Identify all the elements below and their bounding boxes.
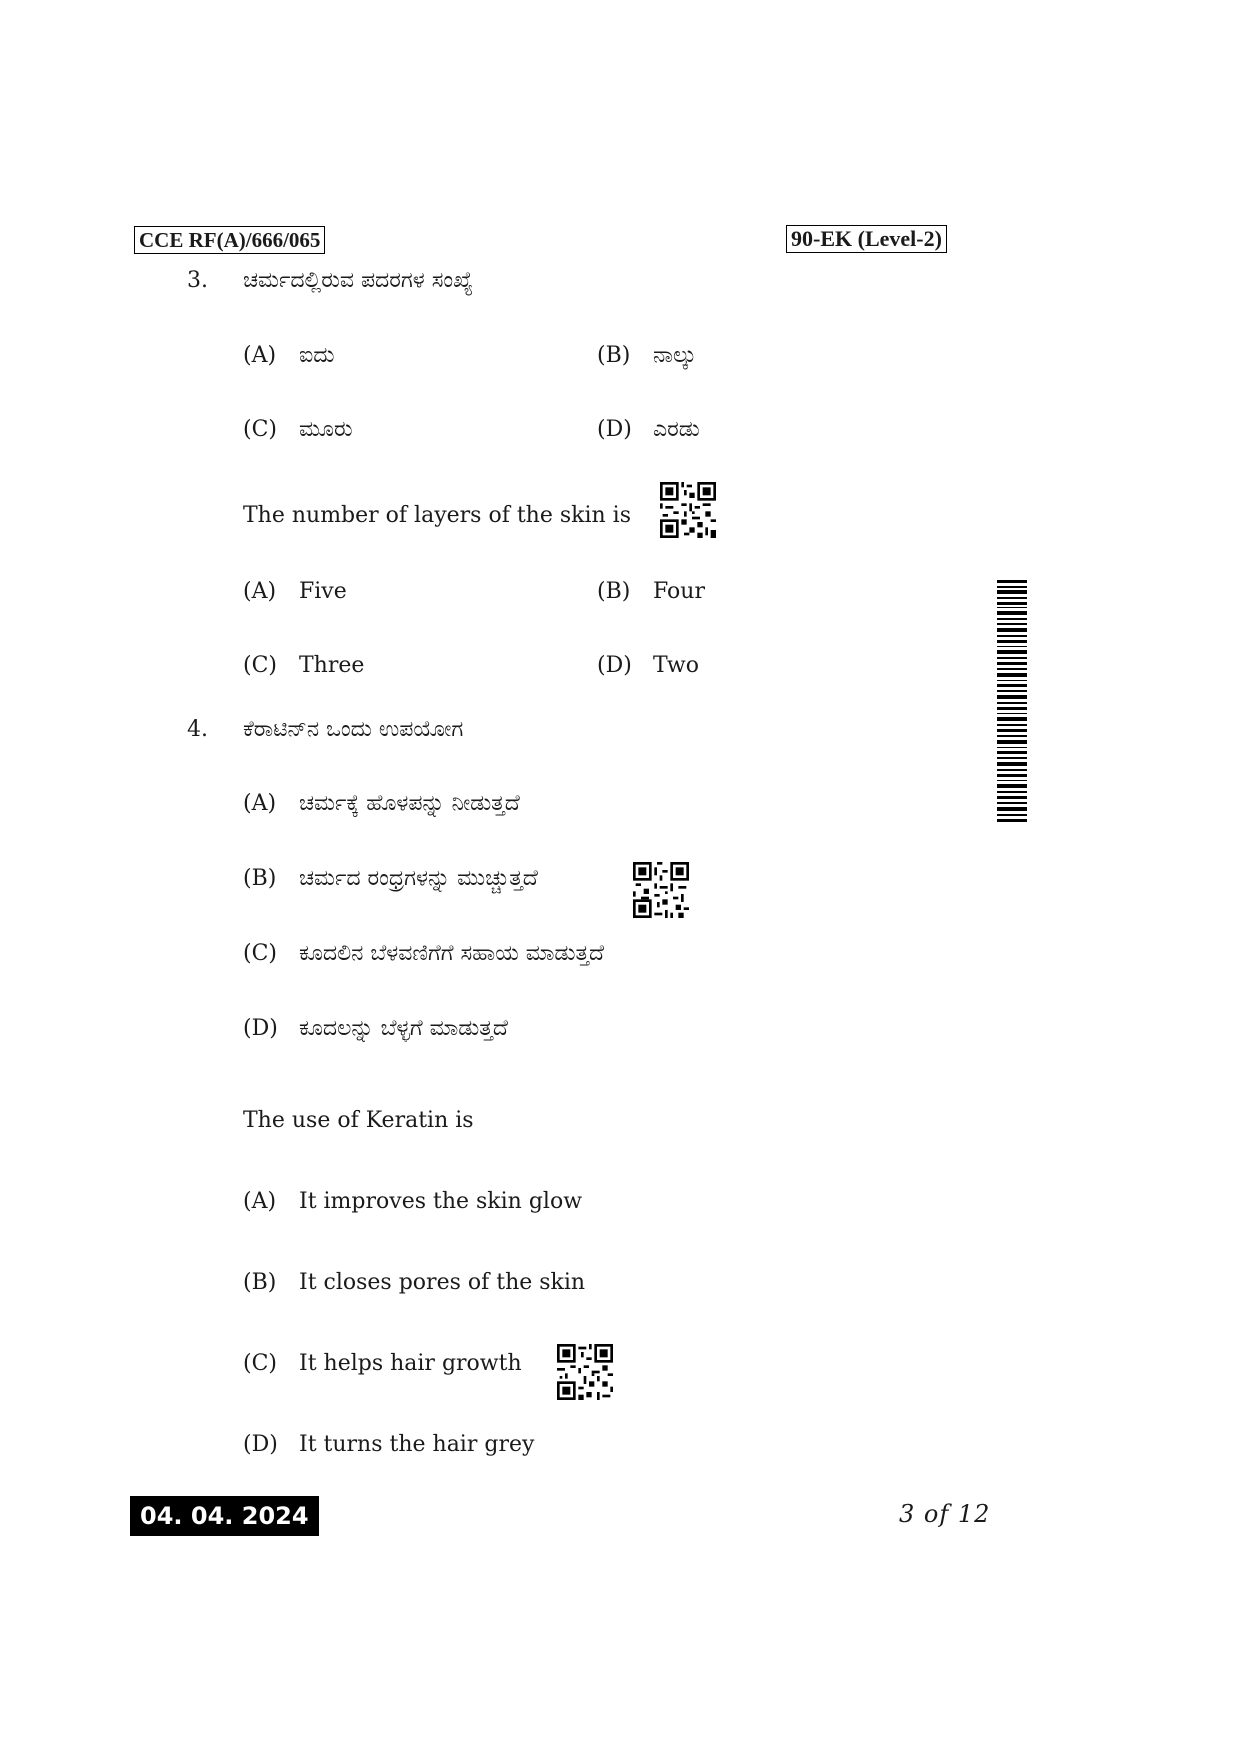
q3-kn-option-b-label: (B) (597, 343, 631, 368)
question-4-text-en: The use of Keratin is (243, 1108, 474, 1133)
q4-en-option-b-text: It closes pores of the skin (299, 1270, 586, 1295)
q3-en-option-d-text: Two (653, 653, 699, 678)
q3-kn-option-c-label: (C) (243, 417, 277, 442)
paper-code-right: 90-EK (Level-2) (786, 225, 947, 253)
question-4-text-kn: ಕೆರಾಟಿನ್‌ನ ಒಂದು ಉಪಯೋಗ (243, 717, 464, 742)
q3-en-option-c-label: (C) (243, 653, 277, 678)
q4-kn-option-a-text: ಚರ್ಮಕ್ಕೆ ಹೊಳಪನ್ನು ನೀಡುತ್ತದೆ (299, 791, 520, 816)
q4-kn-option-c-label: (C) (243, 941, 277, 966)
qr-code-icon (633, 862, 689, 918)
q3-kn-option-d-text: ಎರಡು (653, 417, 700, 442)
qr-code-icon (660, 482, 716, 538)
q4-kn-option-b-label: (B) (243, 866, 277, 891)
question-3-text-en: The number of layers of the skin is (243, 503, 631, 528)
q3-en-option-b-label: (B) (597, 579, 631, 604)
question-4-number: 4. (187, 717, 208, 742)
q4-en-option-a-text: It improves the skin glow (299, 1189, 583, 1214)
q3-en-option-a-label: (A) (243, 579, 277, 604)
exam-date: 04. 04. 2024 (130, 1496, 319, 1536)
q3-kn-option-b-text: ನಾಲ್ಕು (653, 343, 697, 368)
barcode-icon (997, 580, 1027, 822)
q3-kn-option-d-label: (D) (597, 417, 632, 442)
q4-kn-option-a-label: (A) (243, 791, 277, 816)
q4-kn-option-b-text: ಚರ್ಮದ ರಂಧ್ರಗಳನ್ನು ಮುಚ್ಚುತ್ತದೆ (299, 866, 538, 891)
q3-en-option-c-text: Three (299, 653, 365, 678)
q4-en-option-b-label: (B) (243, 1270, 277, 1295)
q3-en-option-b-text: Four (653, 579, 705, 604)
q3-kn-option-a-text: ಐದು (299, 343, 335, 368)
page-number: 3 of 12 (899, 1500, 991, 1528)
question-3-text-kn: ಚರ್ಮದಲ್ಲಿರುವ ಪದರಗಳ ಸಂಖ್ಯೆ (243, 268, 474, 293)
q4-en-option-a-label: (A) (243, 1189, 277, 1214)
q4-kn-option-c-text: ಕೂದಲಿನ ಬೆಳವಣಿಗೆಗೆ ಸಹಾಯ ಮಾಡುತ್ತದೆ (299, 941, 605, 966)
q4-kn-option-d-text: ಕೂದಲನ್ನು ಬೆಳ್ಳಗೆ ಮಾಡುತ್ತದೆ (299, 1016, 508, 1041)
q4-en-option-c-text: It helps hair growth (299, 1351, 522, 1376)
q3-kn-option-c-text: ಮೂರು (299, 417, 353, 442)
q4-en-option-c-label: (C) (243, 1351, 277, 1376)
q4-en-option-d-text: It turns the hair grey (299, 1432, 535, 1457)
q4-en-option-d-label: (D) (243, 1432, 278, 1457)
q3-en-option-d-label: (D) (597, 653, 632, 678)
q3-kn-option-a-label: (A) (243, 343, 277, 368)
qr-code-icon (557, 1344, 613, 1400)
q3-en-option-a-text: Five (299, 579, 347, 604)
paper-code-left: CCE RF(A)/666/065 (134, 226, 325, 254)
question-3-number: 3. (187, 268, 208, 293)
q4-kn-option-d-label: (D) (243, 1016, 278, 1041)
